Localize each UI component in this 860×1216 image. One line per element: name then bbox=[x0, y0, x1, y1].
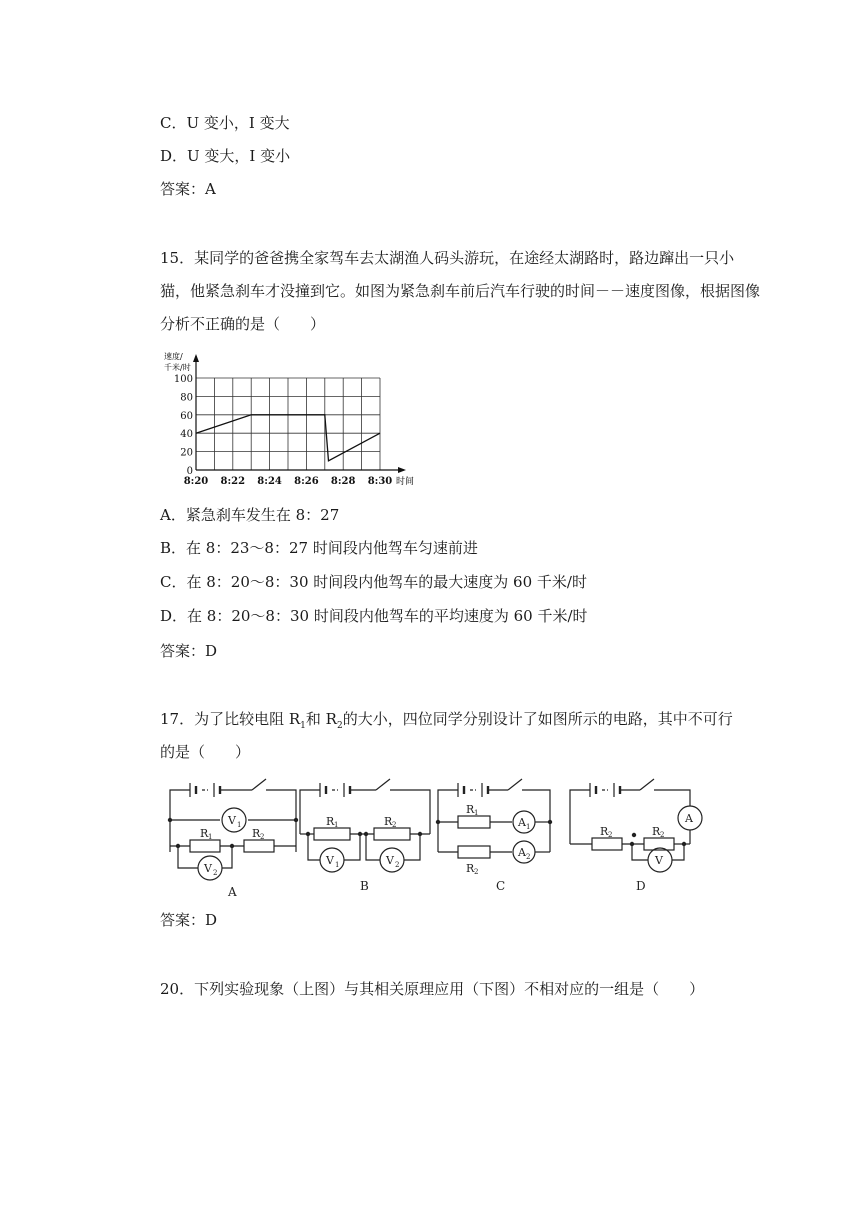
x-tick-label: 8:24 bbox=[257, 476, 282, 487]
svg-text:R: R bbox=[466, 862, 475, 875]
svg-text:2: 2 bbox=[474, 868, 479, 876]
y-axis-arrow bbox=[193, 354, 199, 362]
x-tick-label: 8:30 bbox=[367, 476, 393, 487]
x-tick-label: 8:20 bbox=[183, 476, 209, 487]
y-tick-label: 40 bbox=[180, 429, 193, 441]
circuit-d-label: D bbox=[636, 879, 646, 893]
svg-text:2: 2 bbox=[395, 861, 400, 869]
svg-text:1: 1 bbox=[208, 833, 213, 841]
svg-text:A: A bbox=[685, 812, 693, 825]
x-tick-label: 8:28 bbox=[330, 476, 356, 487]
q15-answer: 答案：D bbox=[160, 642, 218, 660]
y-tick-label: 0 bbox=[186, 466, 193, 477]
resistor-r2-icon bbox=[244, 840, 274, 852]
x-axis-arrow bbox=[398, 467, 406, 473]
svg-text:R: R bbox=[600, 825, 609, 838]
q15-stem-line2: 猫，他紧急刹车才没撞到它。如图为紧急刹车前后汽车行驶的时间－－速度图像，根据图像 bbox=[160, 282, 761, 300]
circuit-a-label: A bbox=[228, 885, 237, 899]
x-tick-label: 8:26 bbox=[294, 476, 319, 487]
circuit-c-label: C bbox=[496, 879, 506, 893]
svg-text:V: V bbox=[326, 854, 334, 867]
q15-option-c: C．在 8：20～8：30 时间段内他驾车的最大速度为 60 千米/时 bbox=[160, 573, 587, 591]
svg-text:A: A bbox=[518, 846, 526, 859]
svg-text:2: 2 bbox=[660, 831, 665, 839]
resistor-r1-icon bbox=[458, 816, 490, 828]
q14-option-c: C．U 变小，I 变大 bbox=[160, 114, 290, 132]
svg-text:2: 2 bbox=[260, 833, 265, 841]
svg-text:1: 1 bbox=[526, 823, 531, 831]
q15-stem-line3: 分析不正确的是（ ） bbox=[160, 315, 326, 333]
circuit-a bbox=[168, 779, 297, 899]
q15-option-a: A．紧急刹车发生在 8：27 bbox=[160, 506, 340, 524]
circuit-d bbox=[570, 779, 702, 893]
svg-text:V: V bbox=[228, 814, 236, 827]
svg-text:V: V bbox=[655, 854, 663, 867]
q17-answer: 答案：D bbox=[160, 911, 218, 929]
q17-stem-line1: 17．为了比较电阻 $R_1$和 $R_2$的大小，四位同学分别设计了如图所示的电路，其中不可行 bbox=[160, 710, 733, 731]
circuit-diagrams bbox=[160, 772, 720, 900]
resistor-r1-icon bbox=[190, 840, 220, 852]
resistor-r2-icon bbox=[592, 838, 622, 850]
circuit-b bbox=[300, 779, 430, 893]
y-tick-label: 60 bbox=[180, 410, 193, 422]
circuit-b-label: B bbox=[360, 879, 369, 893]
svg-text:2: 2 bbox=[526, 853, 531, 861]
svg-text:R: R bbox=[200, 827, 209, 840]
svg-text:1: 1 bbox=[474, 809, 479, 817]
svg-text:R: R bbox=[384, 815, 393, 828]
q20-stem: 20．下列实验现象（上图）与其相关原理应用（下图）不相对应的一组是（ ） bbox=[160, 980, 705, 998]
q17-stem-line2: 的是（ ） bbox=[160, 743, 251, 761]
svg-text:2: 2 bbox=[608, 831, 613, 839]
speed-time-chart bbox=[160, 350, 420, 490]
svg-text:R: R bbox=[326, 815, 335, 828]
y-tick-label: 80 bbox=[180, 392, 193, 404]
svg-text:2: 2 bbox=[392, 821, 397, 829]
svg-text:1: 1 bbox=[335, 861, 340, 869]
svg-text:V: V bbox=[204, 862, 212, 875]
resistor-r2-icon bbox=[458, 846, 490, 858]
resistor-r1-icon bbox=[314, 828, 350, 840]
x-tick-label: 8:22 bbox=[220, 476, 246, 487]
svg-text:1: 1 bbox=[334, 821, 339, 829]
svg-text:2: 2 bbox=[213, 869, 218, 877]
circuit-c bbox=[436, 779, 551, 893]
chart-xlabel: 时间 bbox=[396, 477, 415, 487]
q15-stem-line1: 15．某同学的爸爸携全家驾车去太湖渔人码头游玩，在途经太湖路时，路边蹿出一只小 bbox=[160, 249, 735, 267]
chart-ylabel-line1: 速度/ bbox=[164, 352, 183, 361]
q15-option-b: B．在 8：23～8：27 时间段内他驾车匀速前进 bbox=[160, 539, 478, 557]
q14-answer: 答案：A bbox=[160, 180, 216, 198]
resistor-r2-icon bbox=[374, 828, 410, 840]
q15-option-d: D．在 8：20～8：30 时间段内他驾车的平均速度为 60 千米/时 bbox=[160, 607, 588, 625]
svg-text:V: V bbox=[386, 854, 394, 867]
svg-text:A: A bbox=[518, 816, 526, 829]
y-tick-label: 100 bbox=[173, 374, 193, 385]
svg-text:1: 1 bbox=[237, 821, 242, 829]
svg-text:R: R bbox=[652, 825, 661, 838]
chart-axes bbox=[193, 354, 406, 473]
q14-option-d: D．U 变大，I 变小 bbox=[160, 147, 291, 165]
svg-text:R: R bbox=[252, 827, 261, 840]
svg-text:R: R bbox=[466, 803, 475, 816]
y-tick-label: 20 bbox=[180, 447, 193, 459]
chart-ylabel-line2: 千米/时 bbox=[164, 363, 191, 372]
